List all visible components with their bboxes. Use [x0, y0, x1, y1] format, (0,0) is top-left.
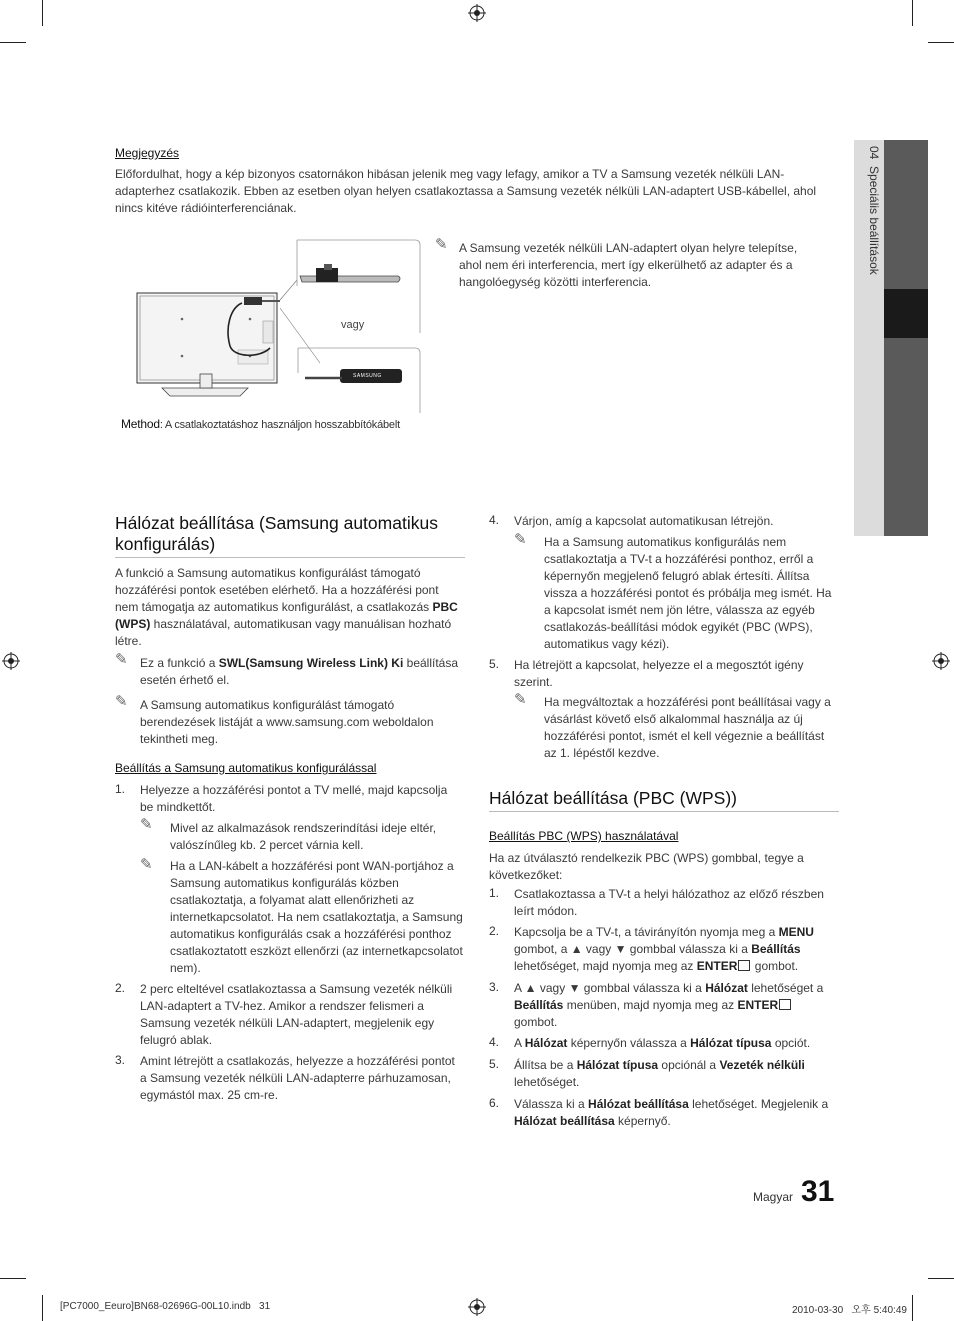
crop-mark	[928, 1278, 954, 1279]
enter-icon	[779, 999, 791, 1010]
step-4: Várjon, amíg a kapcsolat automatikusan létrejön.	[514, 514, 774, 528]
step-1: Helyezze a hozzáférési pontot a TV mellé, majd kapcsolja be mindkettőt.	[140, 783, 448, 814]
footer-timestamp: 2010-03-30 오후 5:40:49	[792, 1305, 907, 1316]
step-1-note-1: Mivel az alkalmazások rendszerindítási ideje eltér, valószínűleg kb. 2 percet várnia kell.	[170, 821, 437, 852]
crop-mark	[42, 0, 43, 26]
pencil-note-icon: ✎	[514, 531, 527, 548]
pencil-note-icon: ✎	[514, 691, 527, 708]
step-number: 2.	[489, 924, 500, 938]
pbc-step-2: Kapcsolja be a TV-t, a távirányítón nyomja meg a MENU gombot, a ▲ vagy ▼ gombbal válassza ki a Beállítás lehetőséget, majd nyomja meg az ENTER gombot.	[514, 925, 814, 973]
footer-file: [PC7000_Eeuro]BN68-02696G-00L10.indb 31	[60, 1301, 271, 1312]
pencil-note-icon: ✎	[140, 856, 153, 873]
pbc-step-4: A Hálózat képernyőn válassza a Hálózat típusa opciót.	[514, 1036, 811, 1050]
heading-rule	[115, 557, 465, 558]
pencil-note-icon: ✎	[115, 651, 128, 668]
pbc-step-1: Csatlakoztassa a TV-t a helyi hálózathoz az előző részben leírt módon.	[514, 887, 824, 918]
crop-mark	[0, 1278, 26, 1279]
or-label: vagy	[341, 319, 365, 331]
chapter-tab-marker	[884, 289, 928, 338]
section-heading-pbc: Hálózat beállítása (PBC (WPS))	[489, 788, 737, 808]
pencil-note-icon: ✎	[115, 693, 128, 710]
step-number: 1.	[115, 782, 126, 796]
step-number: 3.	[115, 1053, 126, 1067]
registration-mark-icon	[468, 4, 486, 22]
registration-mark-icon	[468, 1298, 486, 1316]
pbc-step-6: Válassza ki a Hálózat beállítása lehetőséget. Megjelenik a Hálózat beállítása képernyő.	[514, 1097, 829, 1128]
auto-config-intro: A funkció a Samsung automatikus konfigurálást támogató hozzáférési pontok esetében elérhető. Ha a hozzáférési pont nem támogatja az automatikus konfigurálást, a csatlakozás PBC (WPS) használatával, automatikusan vagy manuálisan hozható létre.	[115, 566, 458, 648]
step-5-note: Ha megváltoztak a hozzáférési pont beállításai vagy a vásárlást követő első alkalommal használja az új hozzáférési pontot, ismét el kell végeznie a beállítást az 1. lépéstől kezdve.	[544, 695, 831, 760]
step-number: 2.	[115, 981, 126, 995]
pbc-step-5: Állítsa be a Hálózat típusa opciónál a Vezeték nélküli lehetőséget.	[514, 1058, 805, 1089]
page-number: 31	[801, 1175, 835, 1208]
crop-mark	[42, 1295, 43, 1321]
enter-icon	[738, 960, 750, 971]
step-number: 5.	[489, 1057, 500, 1071]
crop-mark	[0, 42, 26, 43]
heading-rule	[489, 811, 839, 812]
pbc-intro: Ha az útválasztó rendelkezik PBC (WPS) gombbal, tegye a következőket:	[489, 851, 804, 882]
chapter-label: 04 Speciális beállítások	[867, 146, 881, 275]
section-heading-auto-config: Hálózat beállítása (Samsung automatikus konfigurálás)	[115, 513, 438, 554]
step-5: Ha létrejött a kapcsolat, helyezze el a megosztót igény szerint.	[514, 658, 804, 689]
step-number: 4.	[489, 513, 500, 527]
step-1-note-2: Ha a LAN-kábelt a hozzáférési pont WAN-portjához a Samsung automatikus konfigurálás közben csatlakoztatja, a folyamat alatt ellenőrizheti az internetkapcsolatot. Ha nem csatlakoztatja, a Samsung automatikus konfigurálás csak a hozzáférési ponthoz csatlakoztatott eszközt ellenőrzi (az internetkapcsolatot nem).	[170, 859, 463, 975]
registration-mark-icon	[2, 652, 20, 670]
step-number: 1.	[489, 886, 500, 900]
subheading-pbc: Beállítás PBC (WPS) használatával	[489, 829, 679, 843]
auto-config-note-2: A Samsung automatikus konfigurálást támogató berendezések listáját a www.samsung.com weboldalon tekintheti meg.	[140, 698, 434, 746]
subheading-auto-config: Beállítás a Samsung automatikus konfigurálással	[115, 761, 377, 775]
note-text: Előfordulhat, hogy a kép bizonyos csatornákon hibásan jelenik meg vagy lefagy, amikor a TV a Samsung vezeték nélküli LAN-adapterhez csatlakozik. Ebben az esetben olyan helyen csatlakoztassa a Samsung vezeték nélküli LAN-adaptert USB-kábellel, ahol nincs kitéve rádióinterferenciának.	[115, 167, 817, 215]
chapter-tab-bar	[884, 140, 928, 536]
crop-mark	[928, 42, 954, 43]
step-4-note: Ha a Samsung automatikus konfigurálás nem csatlakoztatja a TV-t a hozzáférési ponthoz, erről a képernyőn megjelenő felugró ablak értesíti. Állítsa vissza a hozzáférési pontot és próbálja meg ismét. Ha a kapcsolat ismét nem jön létre, válassza az egyéb csatlakozás-beállítási módok egyikét (PBC (WPS), automatikus vagy kézi).	[544, 535, 832, 651]
auto-config-note-1: Ez a funkció a SWL(Samsung Wireless Link) Ki beállítása esetén érhető el.	[140, 656, 459, 687]
pencil-note-icon: ✎	[435, 236, 448, 253]
adapter-brand-label: SAMSUNG	[353, 373, 382, 379]
pbc-step-3: A ▲ vagy ▼ gombbal válassza ki a Hálózat lehetőséget a Beállítás menüben, majd nyomja meg az ENTER gombot.	[514, 981, 824, 1029]
footer-language: Magyar	[753, 1190, 794, 1204]
figure-side-note: A Samsung vezeték nélküli LAN-adaptert olyan helyre telepítse, ahol nem éri interferencia, mert így elkerülhető az adapter és a hangolóegység közötti interferencia.	[459, 241, 798, 289]
crop-mark	[912, 1295, 913, 1321]
step-number: 5.	[489, 657, 500, 671]
note-title: Megjegyzés	[115, 146, 180, 160]
figure-caption: Method: A csatlakoztatáshoz használjon hosszabbítókábelt	[121, 417, 400, 431]
step-number: 4.	[489, 1035, 500, 1049]
pencil-note-icon: ✎	[140, 816, 153, 833]
registration-mark-icon	[932, 652, 950, 670]
crop-mark	[912, 0, 913, 26]
connection-diagram	[130, 238, 425, 418]
step-number: 3.	[489, 980, 500, 994]
step-2: 2 perc elteltével csatlakoztassa a Samsung vezeték nélküli LAN-adaptert a TV-hez. Amikor a rendszer felismeri a Samsung vezeték nélküli LAN-adaptert, megjelenik egy felugró ablak.	[140, 982, 453, 1047]
step-number: 6.	[489, 1096, 500, 1110]
step-3: Amint létrejött a csatlakozás, helyezze a hozzáférési pontot a Samsung vezeték nélküli LAN-adapterre párhuzamosan, egymástól max. 25 cm-re.	[140, 1054, 455, 1102]
